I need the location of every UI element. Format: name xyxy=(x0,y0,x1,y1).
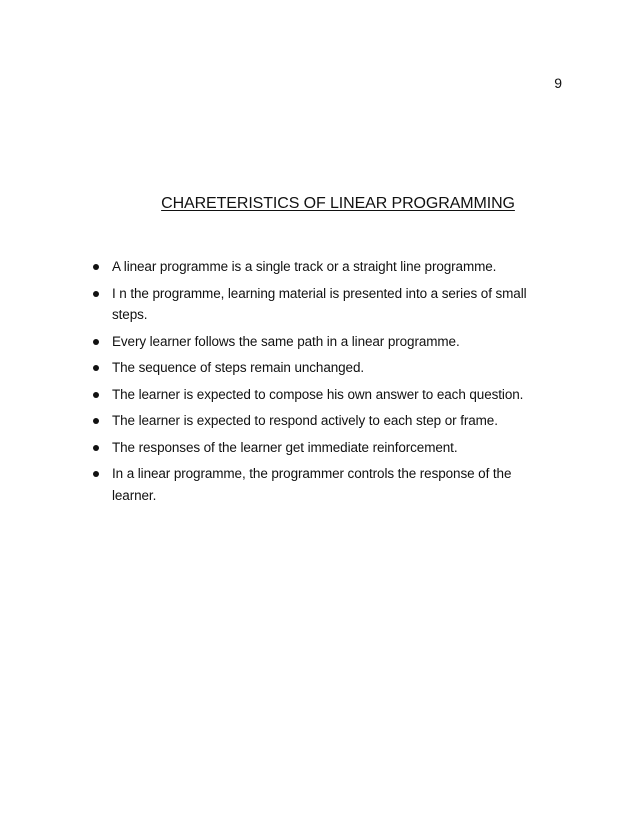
list-item xyxy=(93,283,553,326)
list-item xyxy=(93,437,553,459)
list-item xyxy=(93,384,553,406)
bullet-icon xyxy=(93,392,99,398)
list-item-text: A linear programme is a single track or a straight line programme. xyxy=(112,259,497,274)
list-item-text: The learner is expected to respond actively to each step or frame. xyxy=(112,413,498,428)
list-item xyxy=(93,463,553,506)
list-item-text: The responses of the learner get immediate reinforcement. xyxy=(112,439,458,455)
list-item xyxy=(93,410,553,432)
list-item xyxy=(93,331,553,353)
list-item-text: Every learner follows the same path in a linear programme. xyxy=(112,333,460,349)
bullet-icon xyxy=(93,471,99,477)
bullet-icon xyxy=(93,418,99,424)
list-item-text: I n the programme, learning material is presented into a series of small steps. xyxy=(112,285,527,322)
bullet-icon xyxy=(93,365,99,371)
list-item-text: In a linear programme, the programmer controls the response of the learner. xyxy=(112,466,512,503)
bullet-icon xyxy=(93,291,99,297)
page-number: 9 xyxy=(554,75,562,91)
bullet-icon xyxy=(93,264,99,270)
characteristics-list xyxy=(93,256,553,511)
list-item xyxy=(93,357,553,379)
bullet-icon xyxy=(93,339,99,345)
page-title: CHARETERISTICS OF LINEAR PROGRAMMING xyxy=(161,195,515,212)
list-item xyxy=(93,256,553,278)
bullet-icon xyxy=(93,445,99,451)
list-item-text: The learner is expected to compose his own answer to each question. xyxy=(112,386,524,402)
list-item-text: The sequence of steps remain unchanged. xyxy=(112,360,365,375)
